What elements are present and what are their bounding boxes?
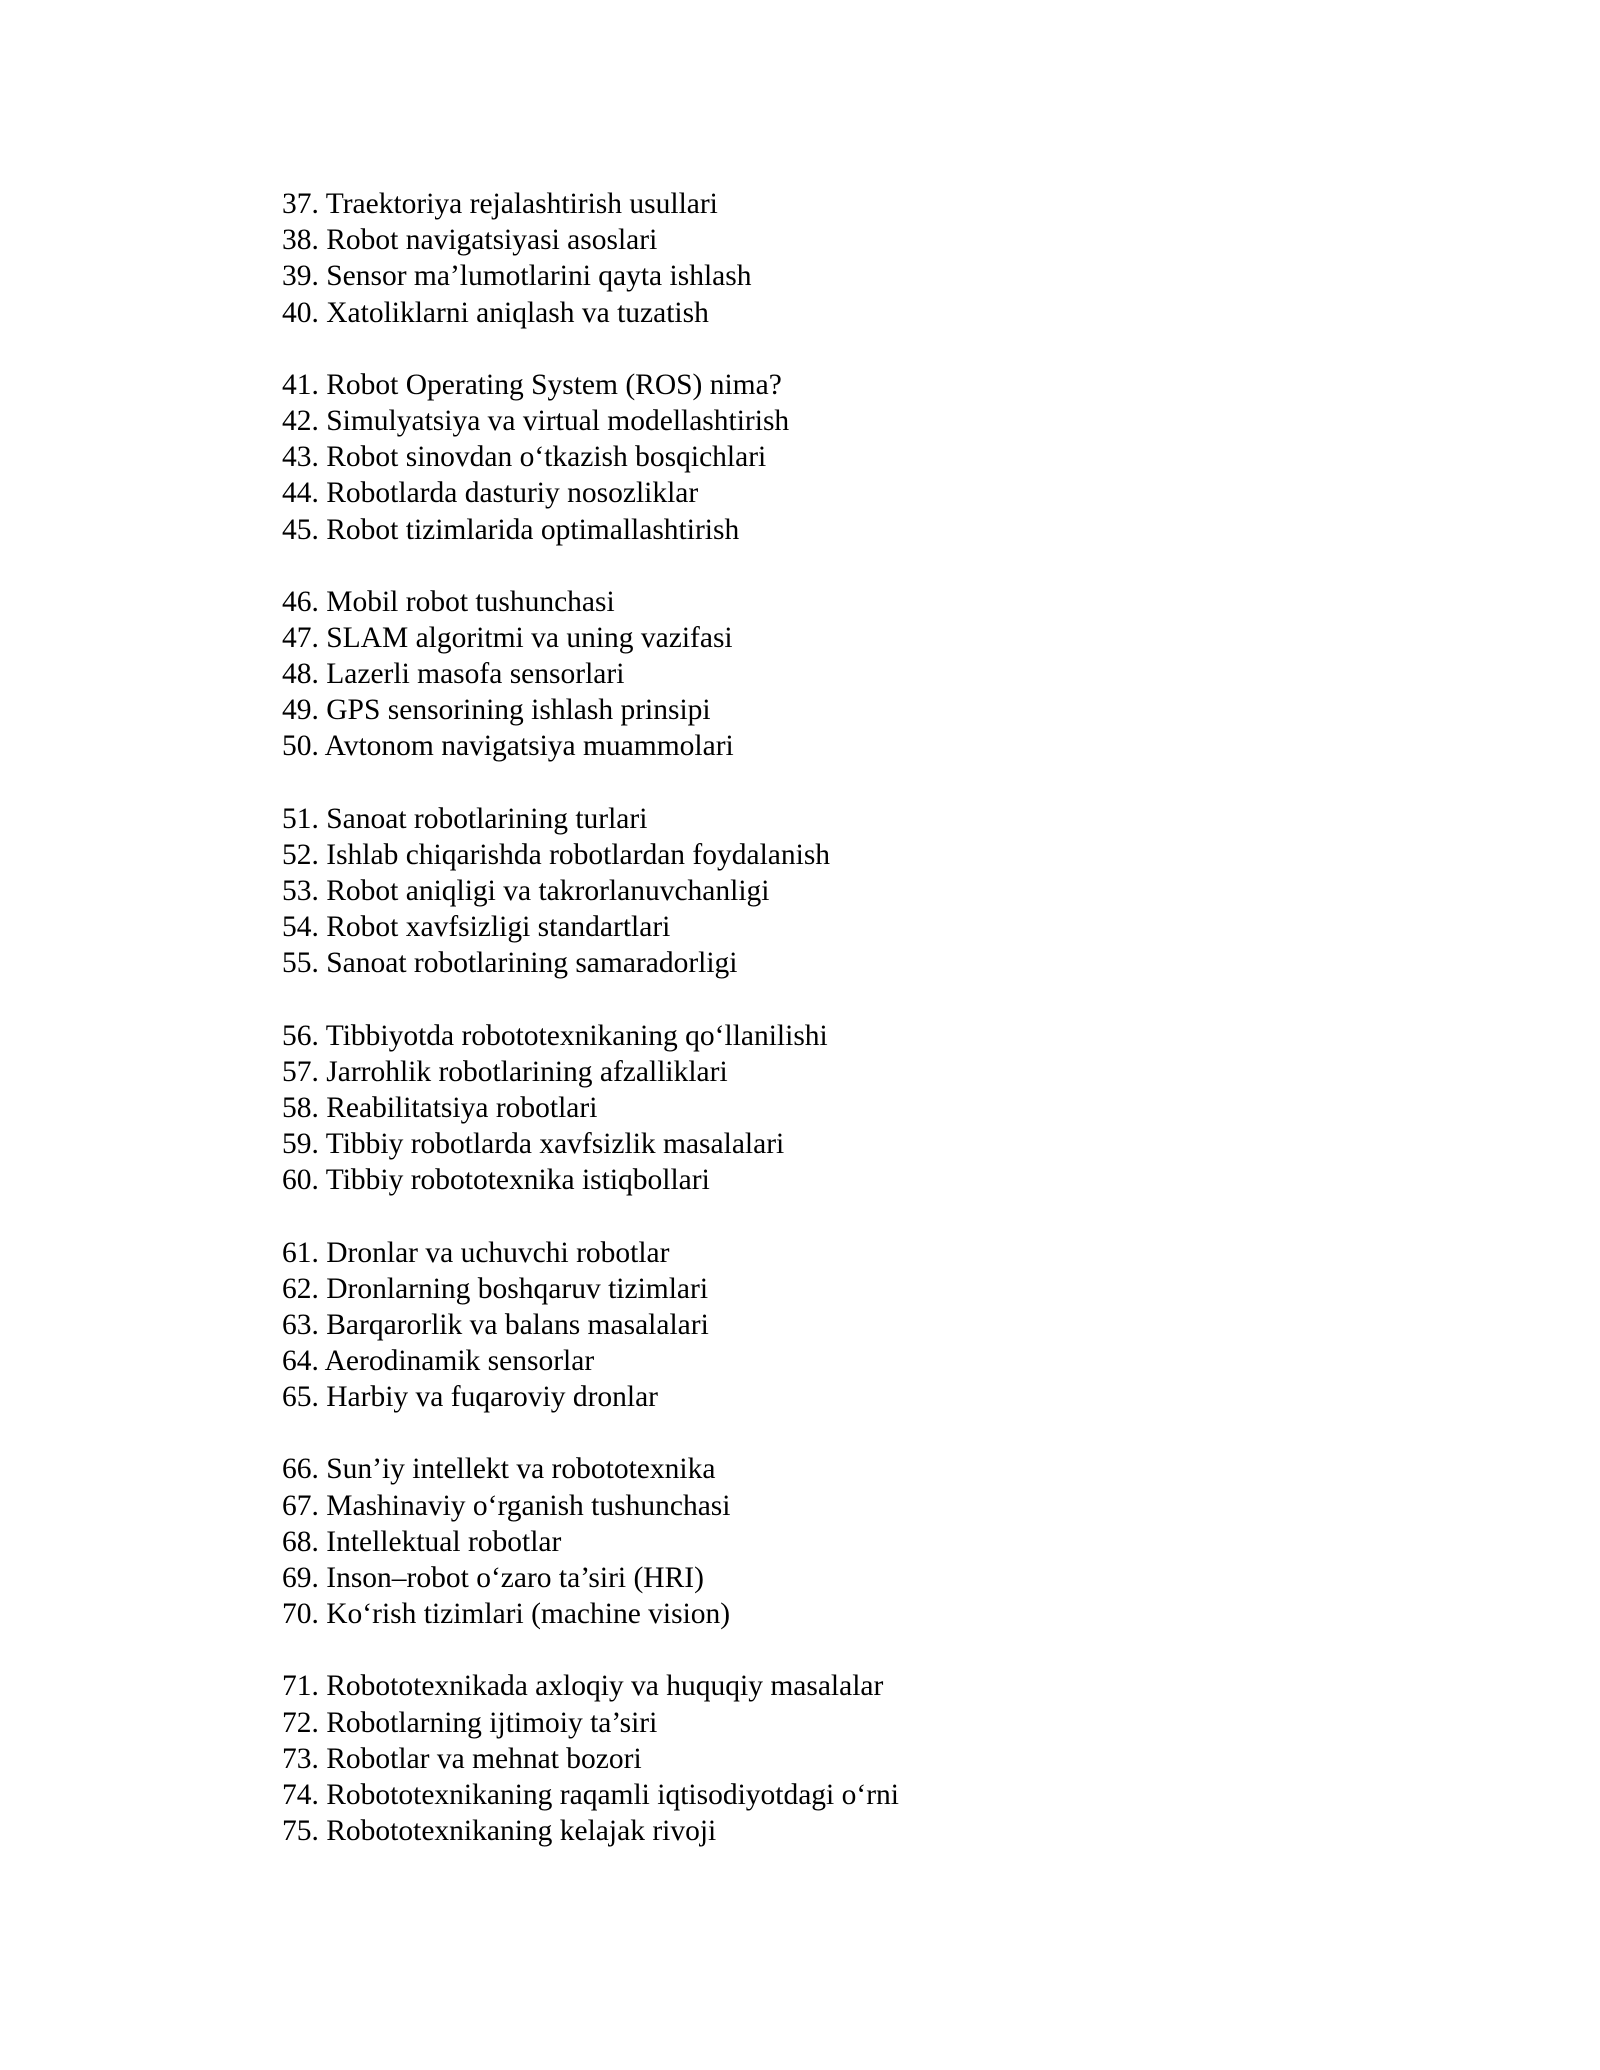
list-item: 47. SLAM algoritmi va uning vazifasi <box>282 621 733 654</box>
list-item: 39. Sensor ma’lumotlarini qayta ishlash <box>282 260 752 293</box>
list-item: 40. Xatoliklarni aniqlash va tuzatish <box>282 296 709 329</box>
list-item: 38. Robot navigatsiyasi asoslari <box>282 224 658 257</box>
topic-list <box>282 186 1382 1885</box>
list-item: 67. Mashinaviy o‘rganish tushunchasi <box>282 1489 731 1522</box>
list-item: 41. Robot Operating System (ROS) nima? <box>282 368 782 401</box>
list-item: 49. GPS sensorining ishlash prinsipi <box>282 694 711 727</box>
list-item: 55. Sanoat robotlarining samaradorligi <box>282 947 738 980</box>
list-group <box>282 584 1382 765</box>
list-item: 73. Robotlar va mehnat bozori <box>282 1742 642 1775</box>
list-item: 60. Tibbiy robototexnika istiqbollari <box>282 1164 710 1197</box>
list-item: 37. Traektoriya rejalashtirish usullari <box>282 188 718 220</box>
list-item: 42. Simulyatsiya va virtual modellashtirish <box>282 404 790 437</box>
list-item: 62. Dronlarning boshqaruv tizimlari <box>282 1272 709 1305</box>
list-item: 70. Ko‘rish tizimlari (machine vision) <box>282 1598 731 1631</box>
list-group <box>282 1668 1382 1849</box>
list-item: 63. Barqarorlik va balans masalalari <box>282 1308 709 1341</box>
list-item: 48. Lazerli masofa sensorlari <box>282 658 625 691</box>
list-item: 43. Robot sinovdan o‘tkazish bosqichlari <box>282 441 767 474</box>
list-item: 52. Ishlab chiqarishda robotlardan foydalanish <box>282 838 831 871</box>
list-group <box>282 367 1382 548</box>
list-item: 65. Harbiy va fuqaroviy dronlar <box>282 1381 659 1414</box>
list-item: 58. Reabilitatsiya robotlari <box>282 1091 598 1124</box>
list-group <box>282 801 1382 982</box>
list-group <box>282 1451 1382 1632</box>
list-item: 71. Robototexnikada axloqiy va huquqiy masalalar <box>282 1670 884 1703</box>
list-item: 66. Sun’iy intellekt va robototexnika <box>282 1453 716 1486</box>
list-item: 57. Jarrohlik robotlarining afzalliklari <box>282 1055 728 1088</box>
list-group <box>282 1235 1382 1416</box>
list-item: 61. Dronlar va uchuvchi robotlar <box>282 1236 670 1269</box>
list-item: 68. Intellektual robotlar <box>282 1525 562 1558</box>
list-group <box>282 186 1382 331</box>
list-item: 74. Robototexnikaning raqamli iqtisodiyotdagi o‘rni <box>282 1778 899 1811</box>
list-item: 59. Tibbiy robotlarda xavfsizlik masalalari <box>282 1128 785 1161</box>
list-item: 75. Robototexnikaning kelajak rivoji <box>282 1815 717 1848</box>
list-item: 69. Inson–robot o‘zaro ta’siri (HRI) <box>282 1562 704 1594</box>
list-item: 54. Robot xavfsizligi standartlari <box>282 911 671 944</box>
list-item: 64. Aerodinamik sensorlar <box>282 1345 595 1378</box>
list-item: 46. Mobil robot tushunchasi <box>282 585 615 618</box>
list-group <box>282 1018 1382 1199</box>
list-item: 44. Robotlarda dasturiy nosozliklar <box>282 477 699 510</box>
list-item: 51. Sanoat robotlarining turlari <box>282 802 648 835</box>
list-item: 45. Robot tizimlarida optimallashtirish <box>282 513 740 546</box>
list-item: 72. Robotlarning ijtimoiy ta’siri <box>282 1706 658 1739</box>
list-item: 56. Tibbiyotda robototexnikaning qo‘llanilishi <box>282 1019 828 1052</box>
list-item: 50. Avtonom navigatsiya muammolari <box>282 730 734 763</box>
list-item: 53. Robot aniqligi va takrorlanuvchanligi <box>282 875 770 907</box>
